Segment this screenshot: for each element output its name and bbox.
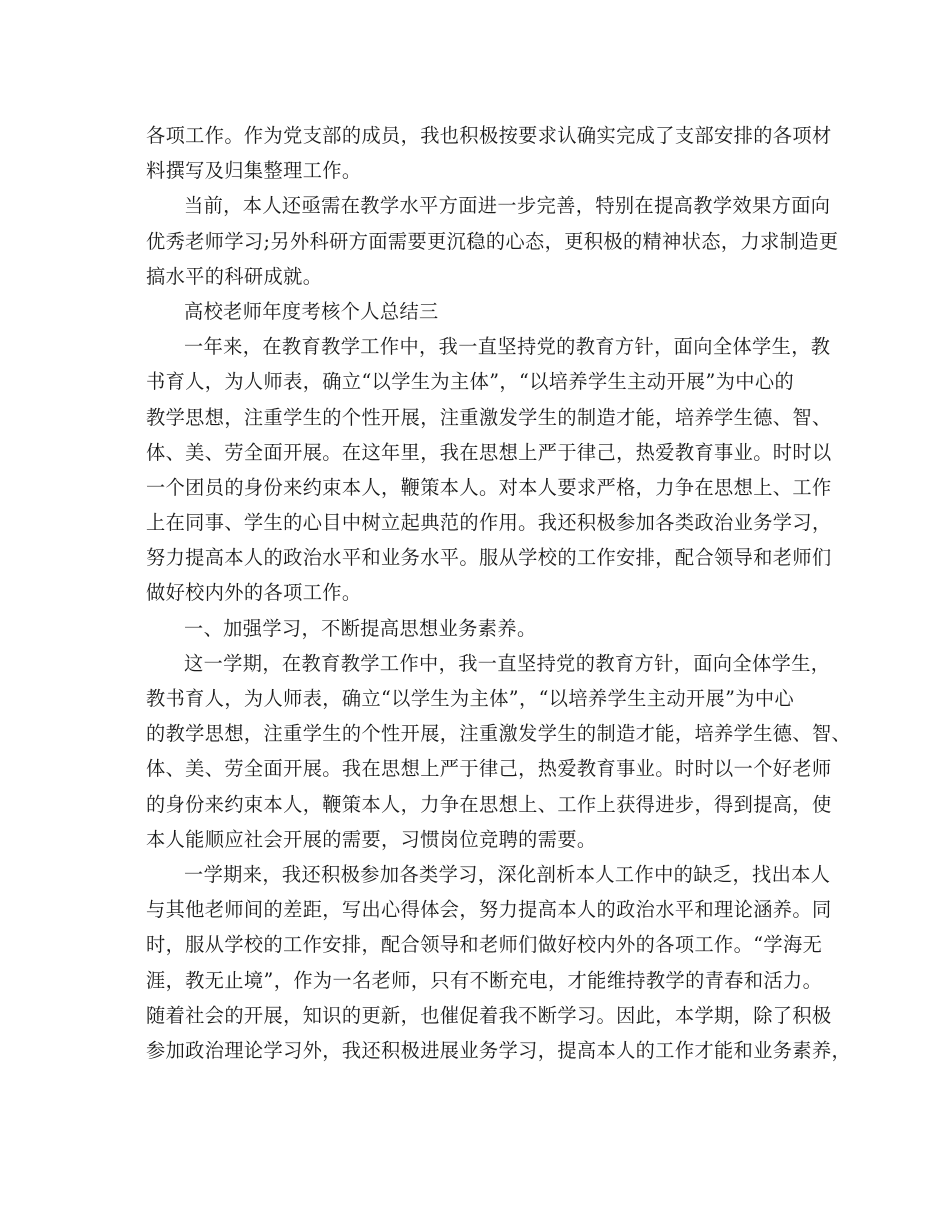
text-line: 努力提高本人的政治水平和业务水平。服从学校的工作安排，配合领导和老师们	[146, 546, 832, 570]
text-line: 一学期来，我还积极参加各类学习，深化剖析本人工作中的缺乏，找出本人	[184, 862, 831, 886]
text-line: 教书育人，为人师表，确立“以学生为主体”，“以培养学生主动开展”为中心	[146, 687, 795, 710]
text-line: 这一学期，在教育教学工作中，我一直坚持党的教育方针，面向全体学生，	[184, 651, 831, 675]
section-heading: 高校老师年度考核个人总结三	[184, 299, 439, 323]
document-body	[146, 118, 852, 1068]
text-line: 参加政治理论学习外，我还积极进展业务学习，提高本人的工作才能和业务素养，	[146, 1038, 852, 1062]
section-heading: 一、加强学习，不断提高思想业务素养。	[184, 616, 537, 640]
text-line: 随着社会的开展，知识的更新，也催促着我不断学习。因此，本学期，除了积极	[146, 1003, 832, 1027]
text-line: 涯，教无止境”，作为一名老师，只有不断充电，才能维持教学的青春和活力。	[146, 968, 823, 992]
text-line: 一个团员的身份来约束本人，鞭策本人。对本人要求严格，力争在思想上、工作	[146, 475, 832, 499]
text-line: 一年来，在教育教学工作中，我一直坚持党的教育方针，面向全体学生，教	[184, 335, 831, 359]
text-line: 料撰写及归集整理工作。	[146, 159, 362, 183]
text-line: 各项工作。作为党支部的成员，我也积极按要求认确实完成了支部安排的各项材	[146, 124, 832, 147]
text-line: 时，服从学校的工作安排，配合领导和老师们做好校内外的各项工作。“学海无	[146, 933, 823, 957]
text-line: 优秀老师学习;另外科研方面需要更沉稳的心态，更积极的精神状态，力求制造更	[146, 229, 839, 253]
text-line: 的身份来约束本人，鞭策本人，力争在思想上、工作上获得进步，得到提高，使	[146, 792, 832, 816]
text-line: 当前，本人还亟需在教学水平方面进一步完善，特别在提高教学效果方面向	[184, 194, 831, 218]
text-line: 搞水平的科研成就。	[146, 264, 323, 288]
text-line: 本人能顺应社会开展的需要，习惯岗位竞聘的需要。	[146, 827, 597, 851]
text-line: 与其他老师间的差距，写出心得体会，努力提高本人的政治水平和理论涵养。同	[146, 898, 832, 922]
text-line: 体、美、劳全面开展。在这年里，我在思想上严于律己，热爱教育事业。时时以	[146, 440, 832, 464]
text-line: 书育人，为人师表，确立“以学生为主体”，“以培养学生主动开展”为中心的	[146, 370, 795, 394]
text-line: 上在同事、学生的心目中树立起典范的作用。我还积极参加各类政治业务学习，	[146, 511, 832, 535]
text-line: 教学思想，注重学生的个性开展，注重激发学生的制造才能，培养学生德、智、	[146, 405, 832, 429]
text-line: 做好校内外的各项工作。	[146, 581, 362, 605]
text-line: 的教学思想，注重学生的个性开展，注重激发学生的制造才能，培养学生德、智、	[146, 722, 852, 746]
text-line: 体、美、劳全面开展。我在思想上严于律己，热爱教育事业。时时以一个好老师	[146, 757, 832, 781]
